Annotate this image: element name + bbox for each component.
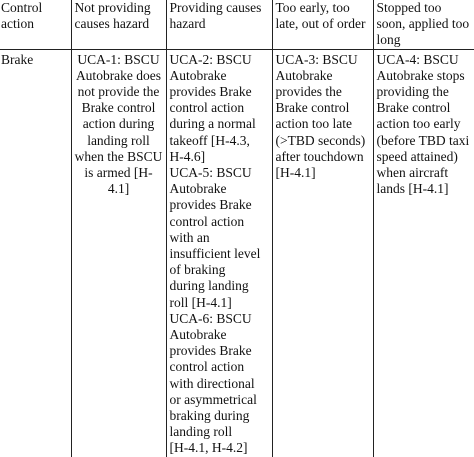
- header-duration: [373, 0, 474, 49]
- header-control-action: [0, 0, 71, 49]
- header-timing: [272, 0, 373, 49]
- cell-not-providing: [71, 49, 166, 457]
- cell-timing: [272, 49, 373, 457]
- header-providing: [166, 0, 272, 49]
- header-timing-label: Too early, too late, out of order: [276, 0, 370, 32]
- header-row: [0, 0, 474, 49]
- control-action-text: Brake: [1, 52, 68, 68]
- table-header: [0, 0, 474, 49]
- table-row: [0, 49, 474, 457]
- uca-4-text: UCA-4: BSCU Autobrake stops providing the Brake control action too early (before TBD taxi speed attained) when aircraft lands [H-4.1]: [377, 52, 474, 198]
- header-duration-label: Stopped too soon, applied too long: [377, 0, 474, 49]
- header-not-providing-label: Not providing causes hazard: [75, 0, 163, 32]
- cell-control-action: [0, 49, 71, 457]
- uca-5-text: UCA-5: BSCU Autobrake provides Brake control action with an insufficient level of braking during landing roll [H-4.1]: [170, 165, 269, 311]
- uca-3-text: UCA-3: BSCU Autobrake provides the Brake control action too late (>TBD seconds) after touchdown [H-4.1]: [276, 52, 370, 182]
- header-control-action-label: Control action: [1, 0, 68, 32]
- uca-1-text: UCA-1: BSCU Autobrake does not provide the Brake control action during landing roll when the BSCU is armed [H-4.1]: [75, 52, 163, 198]
- cell-duration: [373, 49, 474, 457]
- header-not-providing: [71, 0, 166, 49]
- uca-6-text: UCA-6: BSCU Autobrake provides Brake control action with directional or asymmetrical braking during landing roll [H-4.1, H-4.2]: [170, 311, 269, 457]
- cell-providing: [166, 49, 272, 457]
- header-providing-label: Providing causes hazard: [170, 0, 269, 32]
- table-body: [0, 49, 474, 457]
- uca-2-text: UCA-2: BSCU Autobrake provides Brake control action during a normal takeoff [H-4.3, H-4.6]: [170, 52, 269, 165]
